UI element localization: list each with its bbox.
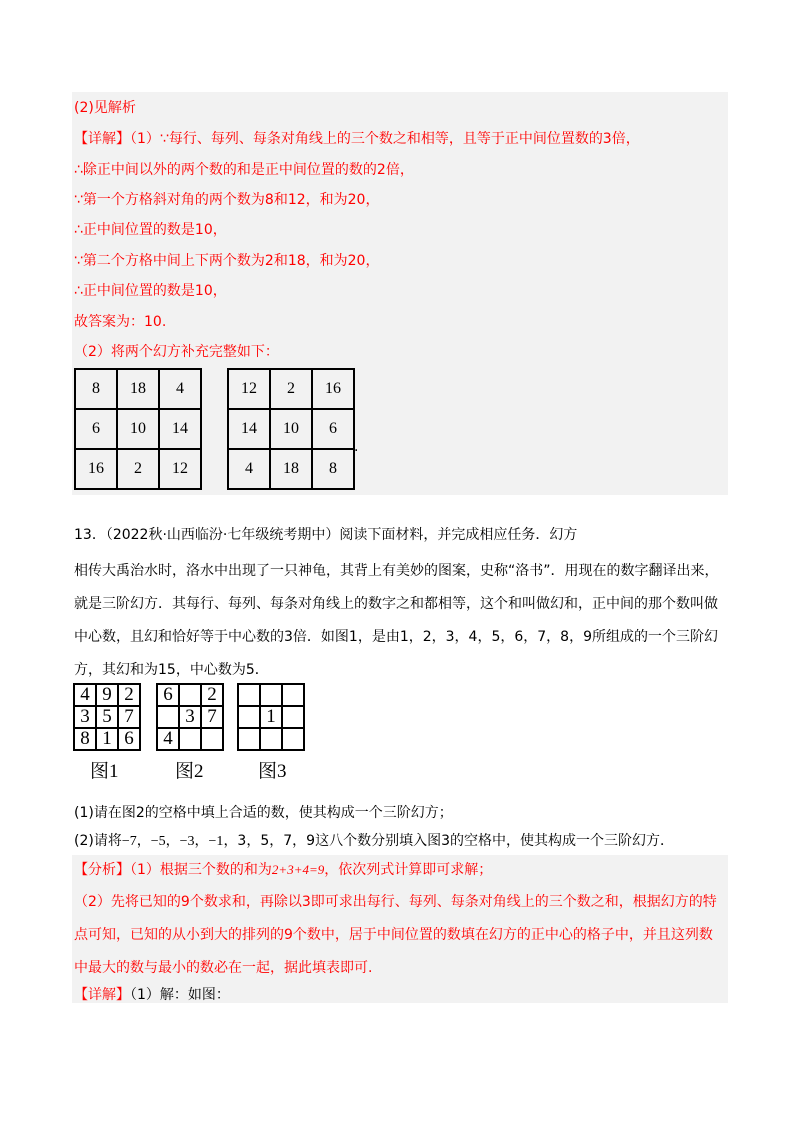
detail-line-2: ∴除正中间以外的两个数的和是正中间位置的数的2倍， bbox=[74, 162, 414, 178]
figure-1-grid bbox=[73, 683, 141, 751]
fig3-cell bbox=[260, 684, 282, 706]
sq1-cell: 12 bbox=[159, 449, 201, 489]
detail-line-6: ∴正中间位置的数是10， bbox=[74, 283, 227, 299]
q13-para-2: 就是三阶幻方．其每行、每列、每条对角线上的数字之和都相等，这个和叫做幻和，正中间的那个数叫做 bbox=[74, 596, 718, 612]
task-2 bbox=[74, 831, 674, 852]
fig3-cell bbox=[238, 706, 260, 728]
sq2-cell: 10 bbox=[270, 409, 312, 449]
fig1-cell: 9 bbox=[96, 684, 118, 706]
fig2-cell bbox=[179, 684, 201, 706]
sq1-cell: 2 bbox=[117, 449, 159, 489]
figure-3-label: 图3 bbox=[258, 761, 287, 782]
sq2-cell: 18 bbox=[270, 449, 312, 489]
sq2-cell: 6 bbox=[312, 409, 354, 449]
fig3-cell bbox=[238, 684, 260, 706]
fig2-cell: 4 bbox=[157, 728, 179, 750]
fig3-cell bbox=[282, 728, 304, 750]
q13-number: 13． bbox=[74, 527, 106, 543]
analysis-line-3: 点可知，已知的从小到大的排列的9个数中，居于中间位置的数填在幻方的正中心的格子中，并且这列数 bbox=[74, 927, 713, 943]
detail2-text: （1）解：如图： bbox=[130, 987, 230, 1003]
q13-para-3: 中心数，且幻和恰好等于中心数的3倍．如图1，是由1，2，3，4，5，6，7，8，9所组成的一个三阶幻 bbox=[74, 629, 718, 645]
fig3-cell bbox=[282, 684, 304, 706]
analysis-text-1b: ，依次列式计算即可求解； bbox=[324, 862, 493, 878]
sq2-cell: 16 bbox=[312, 369, 354, 409]
magic-square-1 bbox=[74, 368, 202, 490]
sq2-cell: 2 bbox=[270, 369, 312, 409]
detail-line-5: ∵第二个方格中间上下两个数为2和18，和为20， bbox=[74, 253, 380, 269]
q13-source: （2022秋·山西临汾·七年级统考期中）阅读下面材料，并完成相应任务．幻方 bbox=[105, 527, 578, 543]
fig2-cell: 6 bbox=[157, 684, 179, 706]
fig2-cell bbox=[201, 728, 223, 750]
sq1-cell: 8 bbox=[75, 369, 117, 409]
detail-text-1: （1）∵每行、每列、每条对角线上的三个数之和相等，且等于正中间位置数的3倍， bbox=[130, 131, 640, 147]
answer-part2: (2)见解析 bbox=[74, 100, 136, 116]
fig1-cell: 6 bbox=[118, 728, 140, 750]
task-2-negatives: −7，−5，−3，−1 bbox=[121, 834, 224, 849]
analysis-line-4: 中最大的数与最小的数必在一起，据此填表即可. bbox=[74, 960, 373, 976]
analysis-math: 2+3+4=9 bbox=[271, 862, 325, 877]
fig2-cell bbox=[157, 706, 179, 728]
fig2-cell: 3 bbox=[179, 706, 201, 728]
analysis-line-1 bbox=[74, 860, 492, 880]
sq1-cell: 14 bbox=[159, 409, 201, 449]
figure-2-grid bbox=[156, 683, 224, 751]
analysis-text-1a: （1）根据三个数的和为 bbox=[130, 862, 272, 878]
detail-line-7: 故答案为：10. bbox=[74, 314, 167, 330]
detail-line-4: ∴正中间位置的数是10， bbox=[74, 222, 227, 238]
sq2-cell: 14 bbox=[228, 409, 270, 449]
sq1-cell: 16 bbox=[75, 449, 117, 489]
fig2-cell: 7 bbox=[201, 706, 223, 728]
figure-2-label: 图2 bbox=[175, 761, 204, 782]
sq2-cell: 12 bbox=[228, 369, 270, 409]
task-2-prefix: (2)请将 bbox=[74, 833, 122, 849]
analysis-line-2: （2）先将已知的9个数求和，再除以3即可求出每行、每列、每条对角线上的三个数之和，根据幻方的特 bbox=[74, 894, 717, 910]
detail-tag: 【详解】 bbox=[74, 131, 130, 147]
detail2-line-1 bbox=[74, 985, 230, 1005]
detail2-tag: 【详解】 bbox=[74, 987, 130, 1003]
fig1-cell: 1 bbox=[96, 728, 118, 750]
task-2-suffix: ，3，5，7，9这八个数分别填入图3的空格中，使其构成一个三阶幻方． bbox=[223, 833, 674, 849]
sq2-cell: 4 bbox=[228, 449, 270, 489]
task-1: (1)请在图2的空格中填上合适的数，使其构成一个三阶幻方； bbox=[74, 805, 453, 821]
sq2-cell: 8 bbox=[312, 449, 354, 489]
detail-line-1 bbox=[74, 129, 640, 149]
figure-3-grid bbox=[237, 683, 305, 751]
fig3-cell bbox=[282, 706, 304, 728]
figure-1-label: 图1 bbox=[90, 761, 119, 782]
q13-para-1: 相传大禹治水时，洛水中出现了一只神龟，其背上有美妙的图案，史称“洛书”．用现在的数字翻译出来， bbox=[74, 563, 719, 579]
sq1-cell: 18 bbox=[117, 369, 159, 409]
q13-para-4: 方，其幻和为15，中心数为5． bbox=[74, 662, 269, 678]
fig3-cell bbox=[260, 728, 282, 750]
magic-square-2 bbox=[227, 368, 355, 490]
fig1-cell: 8 bbox=[74, 728, 96, 750]
fig3-cell: 1 bbox=[260, 706, 282, 728]
sq1-cell: 10 bbox=[117, 409, 159, 449]
sq1-cell: 6 bbox=[75, 409, 117, 449]
analysis-tag: 【分析】 bbox=[74, 862, 130, 878]
detail-line-8: （2）将两个幻方补充完整如下： bbox=[74, 344, 279, 360]
fig1-cell: 2 bbox=[118, 684, 140, 706]
fig2-cell bbox=[179, 728, 201, 750]
sq1-cell: 4 bbox=[159, 369, 201, 409]
fig1-cell: 4 bbox=[74, 684, 96, 706]
fig3-cell bbox=[238, 728, 260, 750]
square-end-dot: . bbox=[354, 439, 359, 455]
fig1-cell: 5 bbox=[96, 706, 118, 728]
fig1-cell: 3 bbox=[74, 706, 96, 728]
fig2-cell: 2 bbox=[201, 684, 223, 706]
fig1-cell: 7 bbox=[118, 706, 140, 728]
q13-header bbox=[74, 525, 577, 545]
detail-line-3: ∵第一个方格斜对角的两个数为8和12，和为20， bbox=[74, 192, 380, 208]
